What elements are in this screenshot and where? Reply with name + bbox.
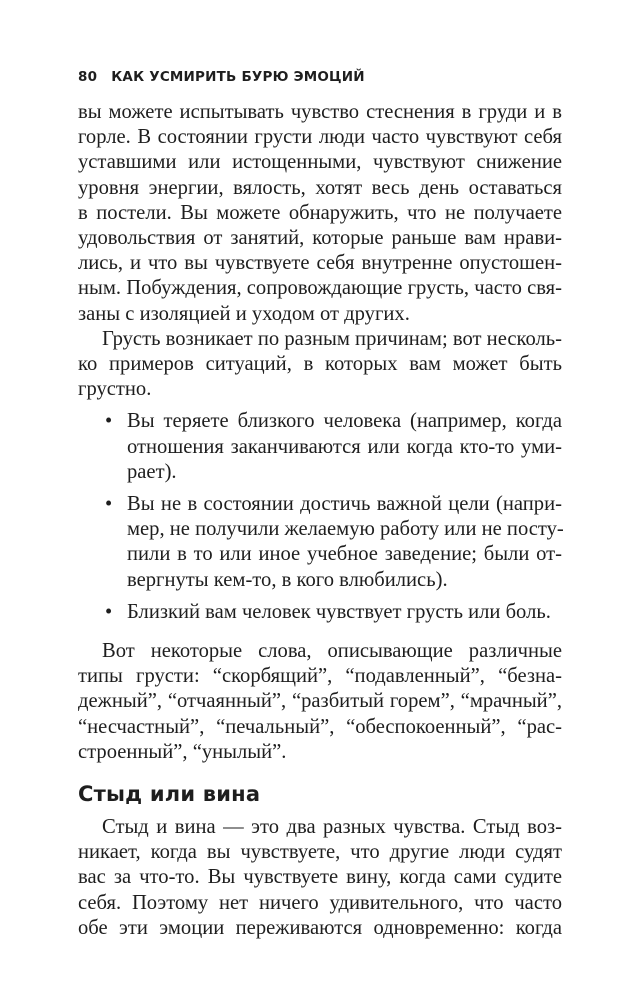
- text-line: себя. Поэтому нет ничего удивительного, что часто: [78, 891, 562, 914]
- text-line: вы можете испытывать чувство стеснения в груди и в: [78, 101, 562, 123]
- text-line: “несчастный”, “печальный”, “обеспокоенный”, “рас-: [78, 715, 562, 738]
- text-line: лись, и что вы чувствуете себя внутренне опустошен-: [78, 252, 562, 275]
- text-line: типы грусти: “скорбящий”, “подавленный”, “безна-: [78, 665, 562, 688]
- section-heading: Стыд или вина: [78, 782, 261, 807]
- book-page: [78, 62, 562, 941]
- text-line: Стыд и вина — это два разных чувства. Стыд воз-: [102, 816, 562, 839]
- bullet-list: [78, 409, 562, 625]
- paragraph-shame-guilt: [78, 815, 562, 941]
- text-line: мер, не получили желаемую работу или не посту-: [127, 518, 564, 541]
- paragraph-sadness-reasons: [78, 327, 562, 403]
- text-line: уставшими или истощенными, чувствуют снижение: [78, 151, 562, 174]
- bullet-marker: •: [105, 410, 113, 433]
- text-line: заны с изоляцией и уходом от других.: [78, 302, 410, 325]
- page-number: 80: [78, 69, 98, 85]
- body-text: [78, 100, 562, 941]
- paragraph-sadness-words: [78, 639, 562, 765]
- text-line: рает).: [127, 460, 177, 483]
- text-line: грустно.: [78, 378, 152, 401]
- text-line: Вы теряете близкого человека (например, когда: [127, 410, 562, 433]
- text-line: Близкий вам человек чувствует грусть или боль.: [127, 600, 551, 623]
- text-line: строенный”, “унылый”.: [78, 740, 287, 763]
- text-line: обе эти эмоции переживаются одновременно: когда: [78, 916, 562, 939]
- text-line: пили в то или иное учебное заведение; были от-: [127, 543, 562, 566]
- list-item: [78, 409, 562, 485]
- text-line: Вы не в состоянии достичь важной цели (напри-: [127, 493, 562, 516]
- running-title: КАК УСМИРИТЬ БУРЮ ЭМОЦИЙ: [111, 69, 365, 85]
- list-item: [78, 600, 562, 625]
- text-line: ко примеров ситуаций, в которых вам может быть: [78, 353, 562, 376]
- text-line: в постели. Вы можете обнаружить, что не получаете: [78, 201, 562, 224]
- text-line: никает, когда вы чувствуете, что другие люди судят: [78, 841, 562, 864]
- bullet-marker: •: [105, 493, 113, 516]
- bullet-marker: •: [105, 600, 113, 623]
- text-line: уровня энергии, вялость, хотят весь день оставаться: [78, 176, 562, 199]
- text-line: вас за что-то. Вы чувствуете вину, когда сами судите: [78, 866, 562, 889]
- text-line: отношения заканчиваются или когда кто-то уми-: [127, 435, 562, 458]
- text-line: Грусть возникает по разным причинам; вот несколь-: [102, 327, 562, 350]
- list-item: [78, 492, 562, 593]
- text-line: дежный”, “отчаянный”, “разбитый горем”, “мрачный”,: [78, 690, 562, 713]
- text-line: горле. В состоянии грусти люди часто чувствуют себя: [78, 126, 562, 149]
- running-header: [78, 62, 562, 92]
- text-line: удовольствия от занятий, которые раньше вам нрави-: [78, 227, 562, 250]
- text-line: ным. Побуждения, сопровождающие грусть, часто свя-: [78, 277, 562, 300]
- paragraph-sadness-sensations: [78, 100, 562, 327]
- text-line: Вот некоторые слова, описывающие различные: [102, 640, 562, 663]
- text-line: вергнуты кем-то, в кого влюбились).: [127, 568, 448, 591]
